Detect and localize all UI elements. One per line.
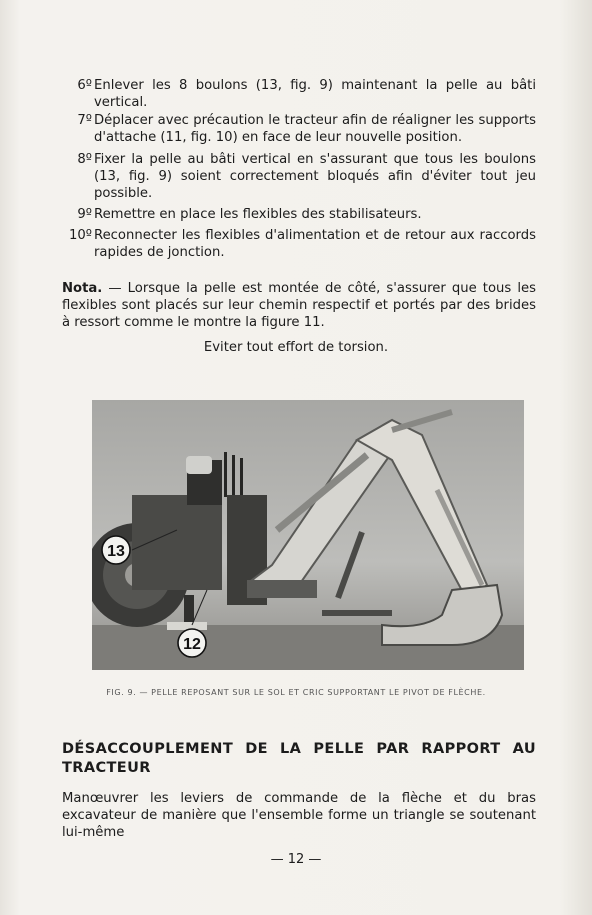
callout-12-label: 12 [183,636,201,653]
step-number: 10º [69,228,92,243]
callout-13-label: 13 [107,543,125,560]
step-6 [58,77,536,111]
figure-caption: FIG. 9. — PELLE REPOSANT SUR LE SOL ET CRIC SUPPORTANT LE PIVOT DE FLÈCHE. [106,688,486,697]
step-number: 6º [77,78,92,93]
step-text: Enlever les 8 boulons (13, fig. 9) maintenant la pelle au bâti vertical. [94,78,536,110]
figure-photo [92,400,524,670]
nota-label: Nota. [62,281,103,296]
nota-text: — Lorsque la pelle est montée de côté, s'assurer que tous les flexibles sont placés sur leur chemin respectif et portés par des brides à ressort comme le montre la figure 11. [62,281,536,330]
step-7 [58,112,536,146]
step-number: 7º [77,113,92,128]
backhoe-illustration [92,400,524,670]
step-10 [58,227,536,261]
section-body: Manœuvrer les leviers de commande de la flèche et du bras excavateur de manière que l'ensemble forme un triangle se soutenant lui-même [62,791,536,840]
step-text: Déplacer avec précaution le tracteur afin de réaligner les supports d'attache (11, fig. 10) en face de leur nouvelle position. [94,113,536,145]
step-8 [58,151,536,202]
section-heading: DÉSACCOUPLEMENT DE LA PELLE PAR RAPPORT AU TRACTEUR [62,741,536,776]
step-text: Fixer la pelle au bâti vertical en s'assurant que tous les boulons (13, fig. 9) soient correctement bloqués afin d'éviter tout jeu possible. [94,152,536,201]
step-number: 9º [77,207,92,222]
callout-12 [178,629,206,657]
page-number: — 12 — [270,852,322,867]
step-text: Remettre en place les flexibles des stabilisateurs. [94,207,422,222]
step-9 [58,206,536,223]
nota-paragraph [62,280,536,331]
warning-line: Eviter tout effort de torsion. [203,340,389,355]
callout-13 [102,536,130,564]
step-text: Reconnecter les flexibles d'alimentation et de retour aux raccords rapides de jonction. [94,228,536,260]
step-number: 8º [77,152,92,167]
